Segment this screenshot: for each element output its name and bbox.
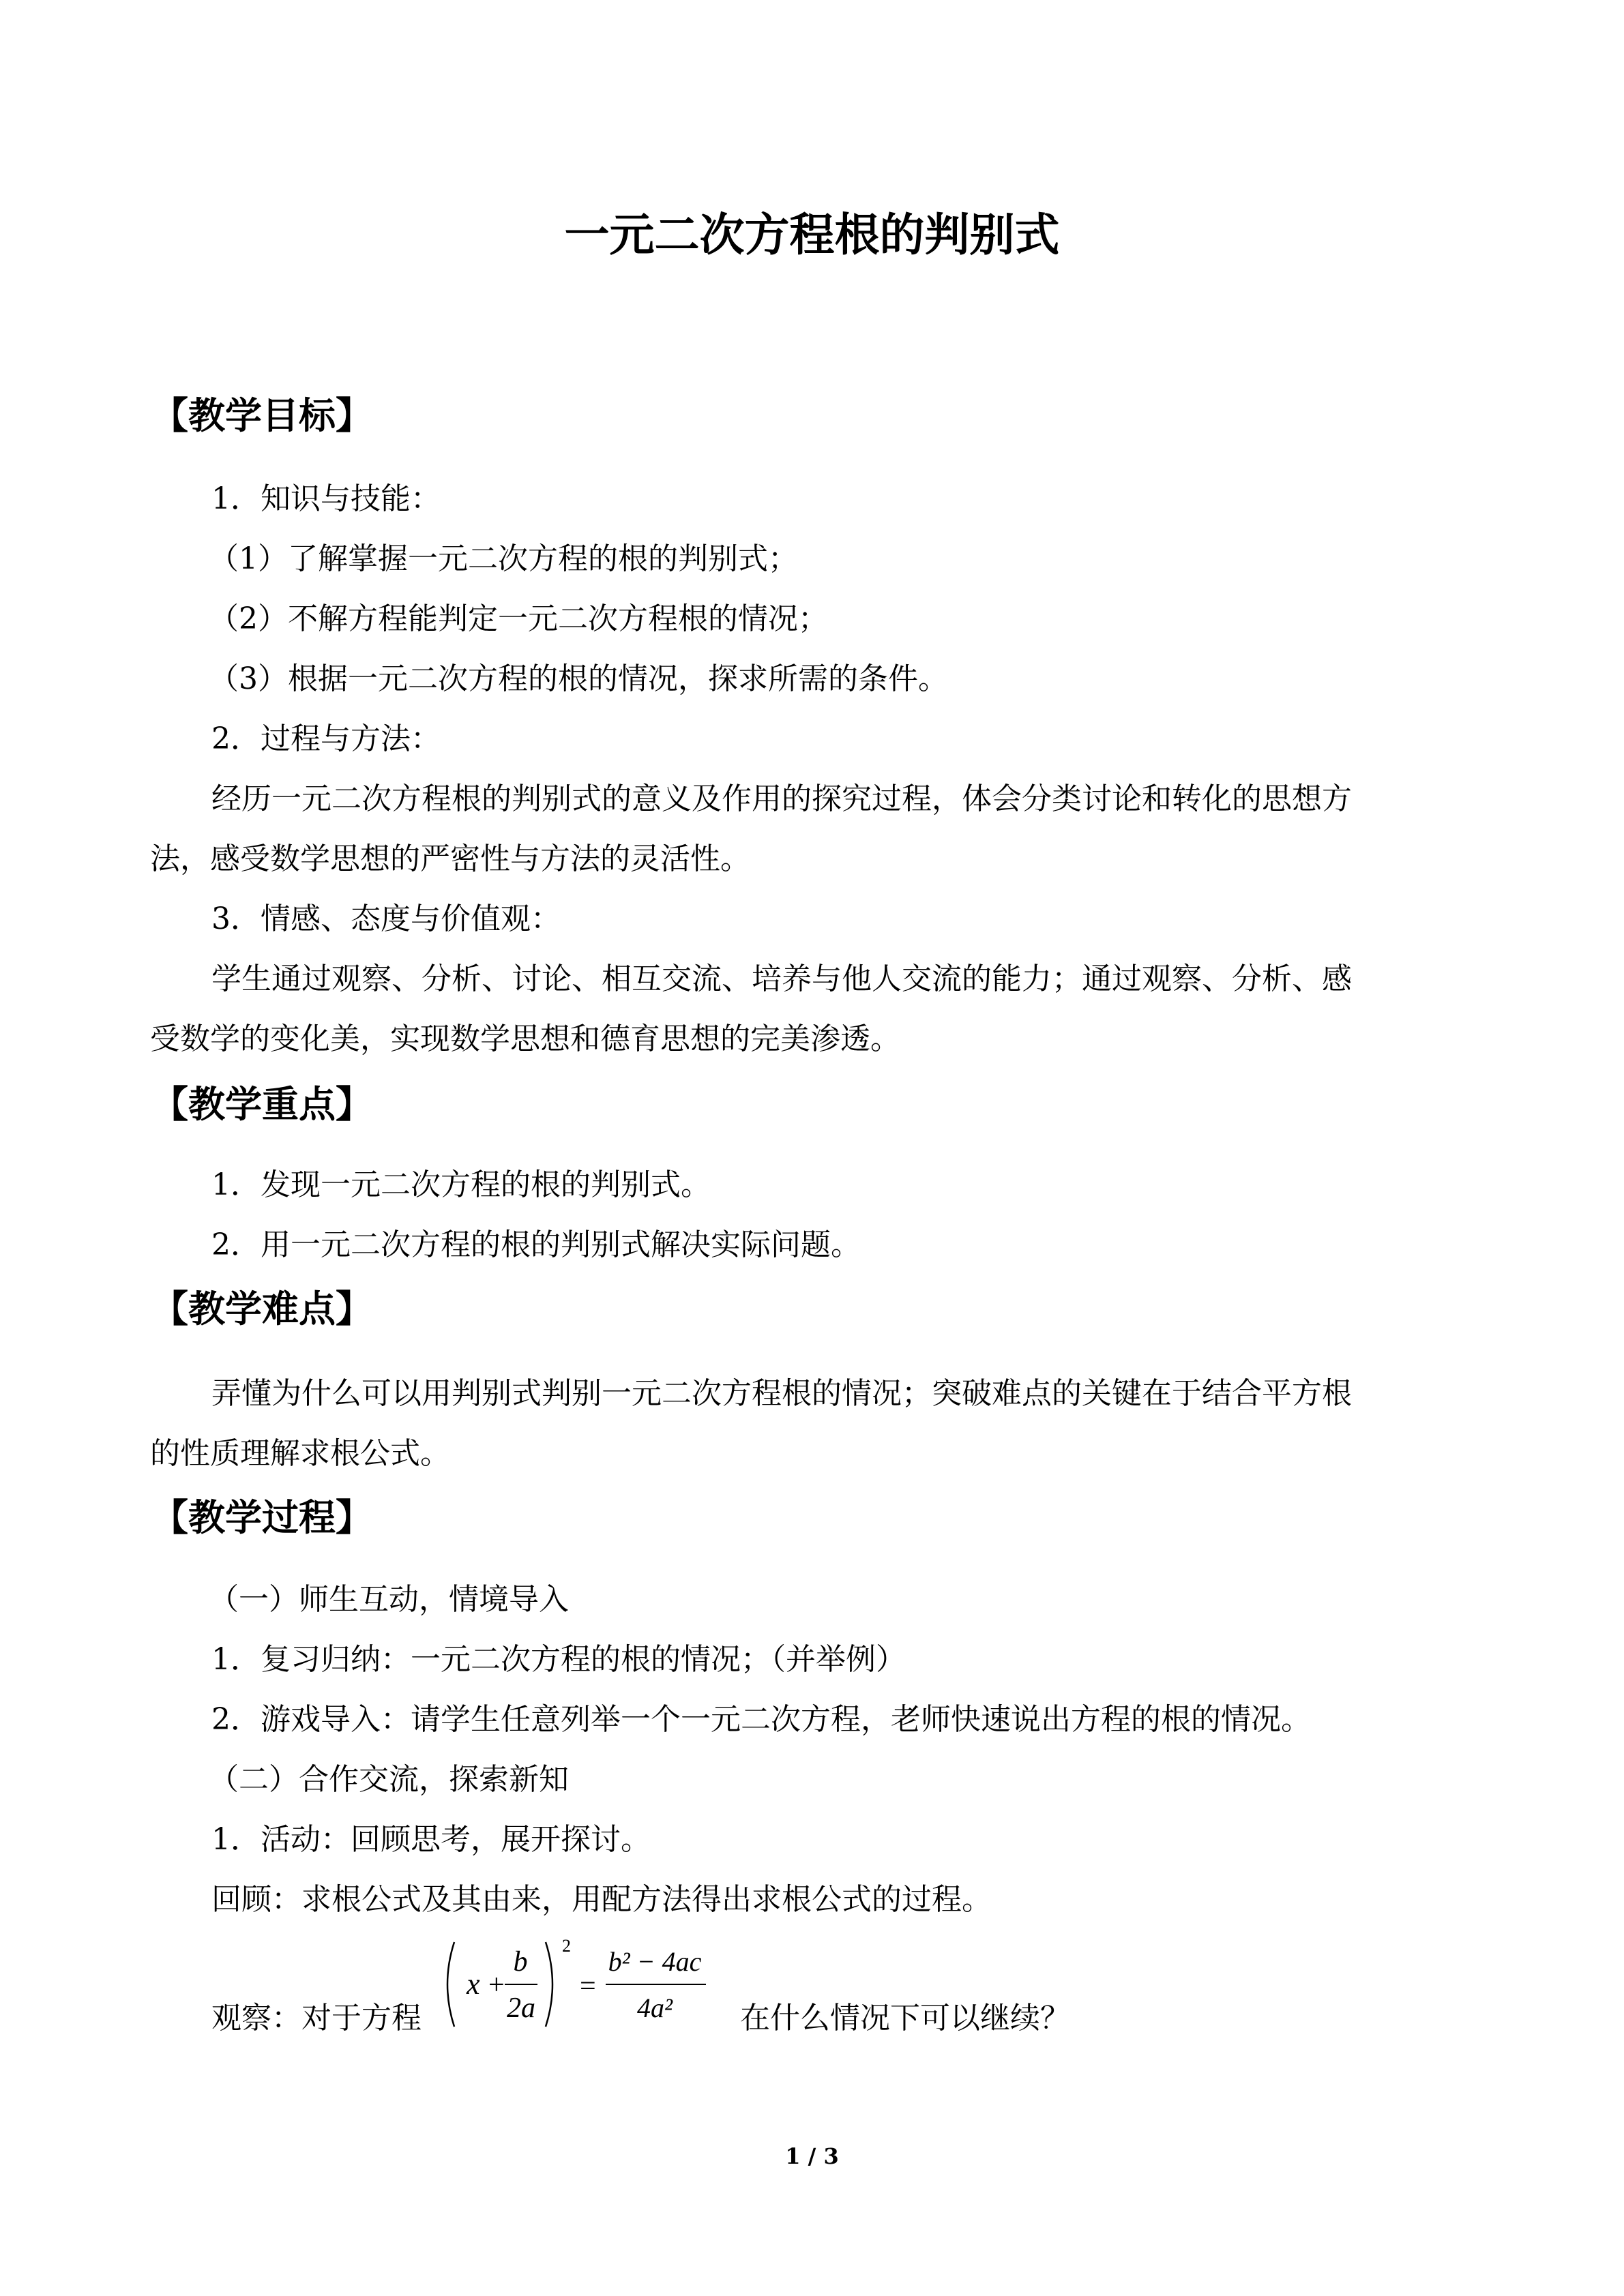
process-line-tail: 在什么情况下可以继续？ — [740, 2001, 1070, 2036]
key-point-line: 1．发现一元二次方程的根的判别式。 — [211, 1167, 711, 1202]
objective-line: 学生通过观察、分析、讨论、相互交流、培养与他人交流的能力；通过观察、分析、感 — [211, 961, 1352, 996]
right-paren — [546, 1942, 552, 2027]
key-point-line: 2．用一元二次方程的根的判别式解决实际问题。 — [211, 1227, 861, 1262]
objective-line: 2．过程与方法： — [211, 721, 441, 756]
objective-line: 法，感受数学思想的严密性与方法的灵活性。 — [150, 841, 750, 876]
process-line-observe: 观察：对于方程 — [211, 2001, 422, 2036]
page-number: 1 / 3 — [785, 2143, 839, 2169]
process-line: 回顾：求根公式及其由来，用配方法得出求根公式的过程。 — [211, 1882, 992, 1917]
formula-denominator: 4a² — [637, 1993, 673, 2023]
section-heading-key-points: 【教学重点】 — [151, 1083, 372, 1126]
section-heading-objectives: 【教学目标】 — [151, 394, 372, 437]
process-line: （二）合作交流，探索新知 — [209, 1762, 569, 1797]
objective-line: 经历一元二次方程根的判别式的意义及作用的探究过程，体会分类讨论和转化的思想方 — [211, 781, 1352, 816]
objective-line: 3．情感、态度与价值观： — [211, 901, 561, 936]
formula-numerator: b² − 4ac — [608, 1946, 702, 1977]
process-line: 2．游戏导入：请学生任意列举一个一元二次方程，老师快速说出方程的根的情况。 — [211, 1702, 1311, 1737]
document-title: 一元二次方程根的判别式 — [564, 209, 1060, 261]
process-line: 1．活动：回顾思考，展开探讨。 — [211, 1822, 651, 1857]
objective-line: 1．知识与技能： — [211, 481, 441, 516]
formula-x: x — [467, 1967, 480, 2001]
completed-square-formula — [437, 1937, 743, 2032]
process-line: （一）师生互动，情境导入 — [209, 1582, 569, 1617]
objective-line: （1）了解掌握一元二次方程的根的判别式； — [209, 541, 798, 576]
difficulty-line: 弄懂为什么可以用判别式判别一元二次方程根的情况；突破难点的关键在于结合平方根 — [211, 1376, 1352, 1411]
process-line: 1．复习归纳：一元二次方程的根的情况；（并举例） — [211, 1642, 906, 1677]
objective-line: （3）根据一元二次方程的根的情况，探求所需的条件。 — [209, 661, 948, 696]
left-paren — [447, 1942, 454, 2027]
section-heading-process: 【教学过程】 — [151, 1496, 372, 1539]
section-heading-difficulties: 【教学难点】 — [151, 1287, 372, 1330]
formula-b: b — [513, 1946, 528, 1978]
difficulty-line: 的性质理解求根公式。 — [150, 1436, 450, 1471]
formula-2a: 2a — [507, 1993, 535, 2024]
formula-equals: = — [580, 1971, 596, 2002]
objective-line: （2）不解方程能判定一元二次方程根的情况； — [209, 601, 828, 636]
formula-plus: + — [488, 1969, 505, 2001]
objective-line: 受数学的变化美，实现数学思想和德育思想的完美渗透。 — [150, 1022, 900, 1056]
formula-exponent: 2 — [562, 1937, 571, 1956]
